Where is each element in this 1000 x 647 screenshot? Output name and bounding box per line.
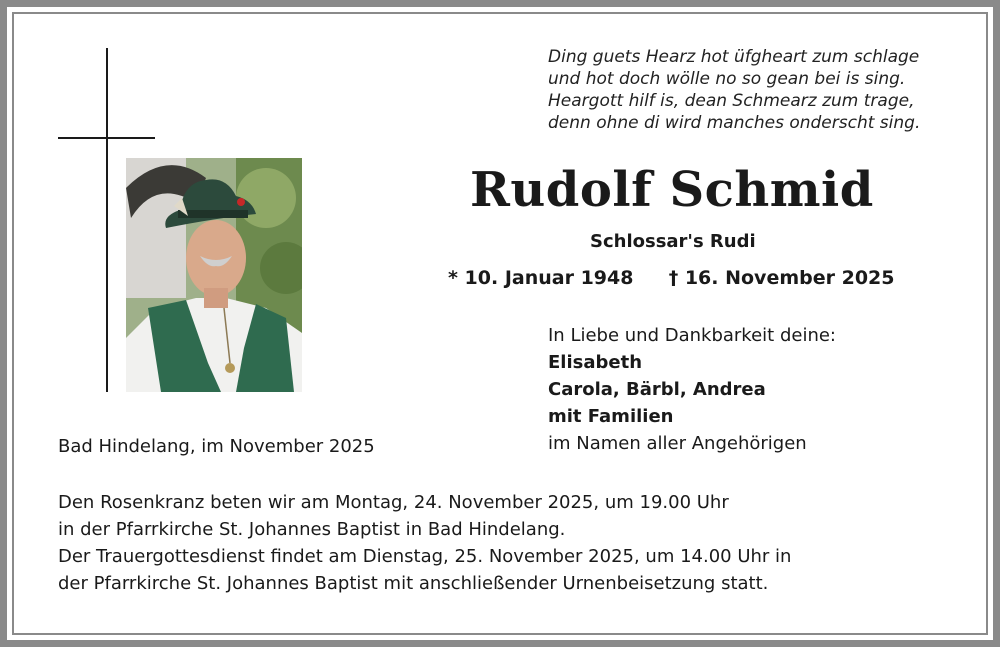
mourner-name: Carola, Bärbl, Andrea xyxy=(548,379,766,400)
mourners-closing: im Namen aller Angehörigen xyxy=(548,433,807,454)
death-date: † 16. November 2025 xyxy=(668,267,895,289)
poem-line: denn ohne di wird manches onderscht sing. xyxy=(548,113,921,133)
mourners-block xyxy=(548,322,836,457)
life-dates xyxy=(448,264,894,292)
place-date: Bad Hindelang, im November 2025 xyxy=(58,436,375,457)
poem-line: und hot doch wölle no so gean bei is sing. xyxy=(548,69,906,89)
notice-line: Den Rosenkranz beten wir am Montag, 24. November 2025, um 19.00 Uhr xyxy=(58,492,729,513)
cross-icon-vertical xyxy=(106,48,108,392)
service-notice xyxy=(58,489,791,597)
poem xyxy=(548,46,978,134)
birth-date: * 10. Januar 1948 xyxy=(448,267,634,289)
notice-line: Der Trauergottesdienst findet am Dienstag, 25. November 2025, um 14.00 Uhr in xyxy=(58,546,792,567)
cross-icon-horizontal xyxy=(58,137,155,139)
deceased-nickname: Schlossar's Rudi xyxy=(590,231,756,252)
mourners-intro: In Liebe und Dankbarkeit deine: xyxy=(548,325,836,346)
poem-line: Ding guets Hearz hot üfgheart zum schlage xyxy=(548,47,920,67)
deceased-name: Rudolf Schmid xyxy=(470,162,874,218)
notice-line: der Pfarrkirche St. Johannes Baptist mit anschließender Urnenbeisetzung statt. xyxy=(58,573,769,594)
notice-line: in der Pfarrkirche St. Johannes Baptist in Bad Hindelang. xyxy=(58,519,566,540)
mourner-name: Elisabeth xyxy=(548,352,643,373)
poem-line: Heargott hilf is, dean Schmearz zum trage, xyxy=(548,91,915,111)
mourner-name: mit Familien xyxy=(548,406,674,427)
portrait-photo xyxy=(126,158,302,392)
